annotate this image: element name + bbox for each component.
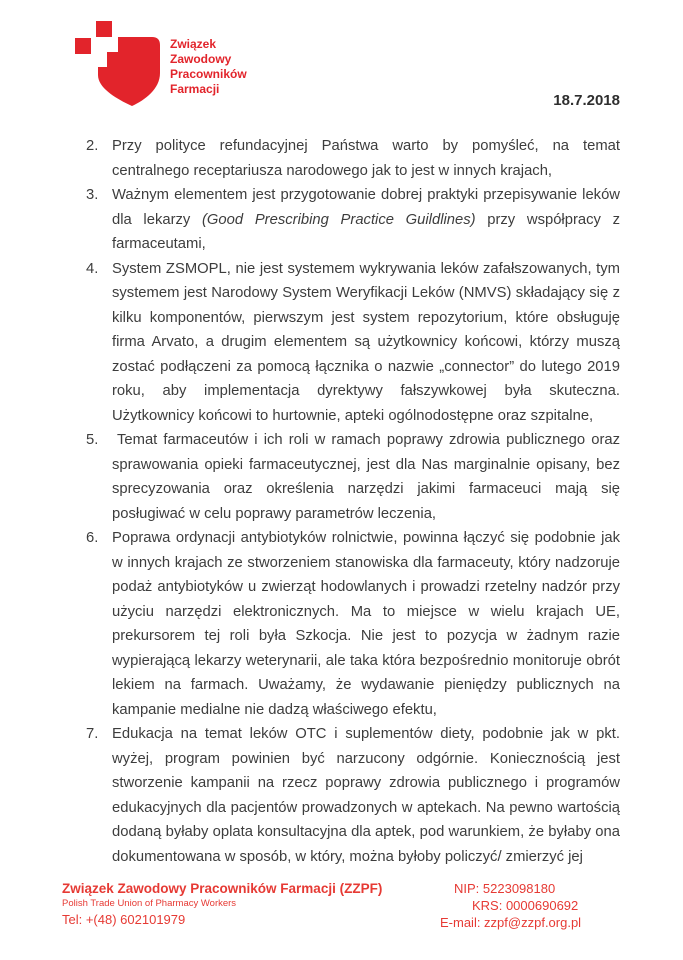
footer-right-block (420, 880, 650, 931)
list-item-number: 3. (86, 187, 99, 203)
list-item-5 (86, 428, 620, 526)
footer-krs: KRS: 0000690692 (472, 898, 579, 913)
footer-org-name: Związek Zawodowy Pracowników Farmacji (ZZPF) (62, 881, 383, 896)
footer-left-block (62, 880, 382, 928)
zzpf-shield-logo-icon (75, 15, 180, 115)
text-segment: Ważnym elementem jest przygotowanie dobrej praktyki przepisywanie leków dla lekarzy (112, 187, 620, 228)
list-item-text: Przy polityce refundacyjnej Państwa warto by pomyśleć, na temat centralnego receptariusza narodowego jak to jest w innych krajach, (112, 138, 620, 179)
footer-org-name-en: Polish Trade Union of Pharmacy Workers (62, 898, 237, 909)
list-item-6 (86, 526, 620, 722)
list-item-text: Poprawa ordynacji antybiotyków rolnictwie, powinna łączyć się podobnie jak w innych krajach ze stworzeniem stanowiska dla farmaceuty, który nadzoruje podaż antybiotyków u zwierząt hodowlanych i prowadzi rzetelny nadzór przy użyciu narzędzi elektronicznych. Ma to miejsce w wielu krajach UE, prekursorem tej roli była Szkocja. Nie jest to pozycja w żadnym razie wypierającą lekarzy weterynarii, ale taka która bezpośrednio monitoruje obrót lekiem na farmach. Uważamy, że wydawanie pieniędzy publicznych na kampanie medialne nie dadzą właściwego efektu, (112, 530, 620, 718)
list-item-number: 6. (86, 530, 99, 546)
list-item-2 (86, 134, 620, 183)
list-item-number: 7. (86, 726, 99, 742)
logo-org-name (170, 37, 247, 97)
logo-shield-shape (98, 37, 160, 106)
logo-square-left (75, 38, 91, 54)
list-item-number: 5. (86, 432, 99, 448)
list-item-7 (86, 722, 620, 869)
list-item-3 (86, 183, 620, 257)
logo-org-name-line: Zawodowy (170, 52, 232, 66)
text-segment: przy współpracy z farmaceutami, (112, 211, 620, 252)
logo-org-name-line: Pracowników (170, 67, 247, 81)
footer-nip: NIP: 5223098180 (454, 881, 556, 896)
footer-email: E-mail: zzpf@zzpf.org.pl (440, 915, 582, 930)
list-item-text: System ZSMOPL, nie jest systemem wykrywania leków zafałszowanych, tym systemem jest Narodowy System Weryfikacji Leków (NMVS) składający się z kilku komponentów, pierwszym jest system repozytorium, które obsługuję firma Arvato, a drugim elementem są użytkownicy końcowi, którzy muszą zostać podłączeni za pomocą łącznika o nazwie „connector” do lutego 2019 roku, aby implementacja dyrektywy fałszywkowej była skuteczna. Użytkownicy końcowi to hurtownie, apteki ogólnodostępne oraz szpitalne, (112, 260, 620, 424)
list-item-4 (86, 257, 620, 429)
list-item-text (112, 183, 620, 257)
document-body-list (86, 134, 620, 869)
list-item-text: Edukacja na temat leków OTC i suplementów diety, podobnie jak w pkt. wyżej, program powinien być narzucony odgórnie. Koniecznością jest stworzenie kampanii na rzecz poprawy zdrowia publicznego i programów edukacyjnych dla pacjentów prowadzonych w aptekach. Na pewno wartością dodaną byłaby oplata konsultacyjna dla aptek, pod warunkiem, że byłaby ona dokumentowana w sposób, w który, można byłoby policzyć/ zmierzyć jej (112, 726, 620, 865)
document-date: 18.7.2018 (553, 92, 620, 109)
list-item-text: Temat farmaceutów i ich roli w ramach poprawy zdrowia publicznego oraz sprawowania opieki farmaceutycznej, jest dla Nas marginalnie opisany, bez sprecyzowania oraz określenia narzędzi jakimi farmaceuci mają się posługiwać w celu poprawy parametrów leczenia, (112, 432, 620, 522)
logo-square-top (96, 21, 112, 37)
footer-phone: Tel: +(48) 602101979 (62, 912, 186, 927)
list-item-number: 2. (86, 138, 99, 154)
italic-text-segment: (Good Prescribing Practice Guildlines) (202, 211, 476, 228)
list-item-number: 4. (86, 260, 99, 277)
logo-org-name-line: Farmacji (170, 82, 220, 96)
logo-org-name-line: Związek (170, 37, 217, 51)
